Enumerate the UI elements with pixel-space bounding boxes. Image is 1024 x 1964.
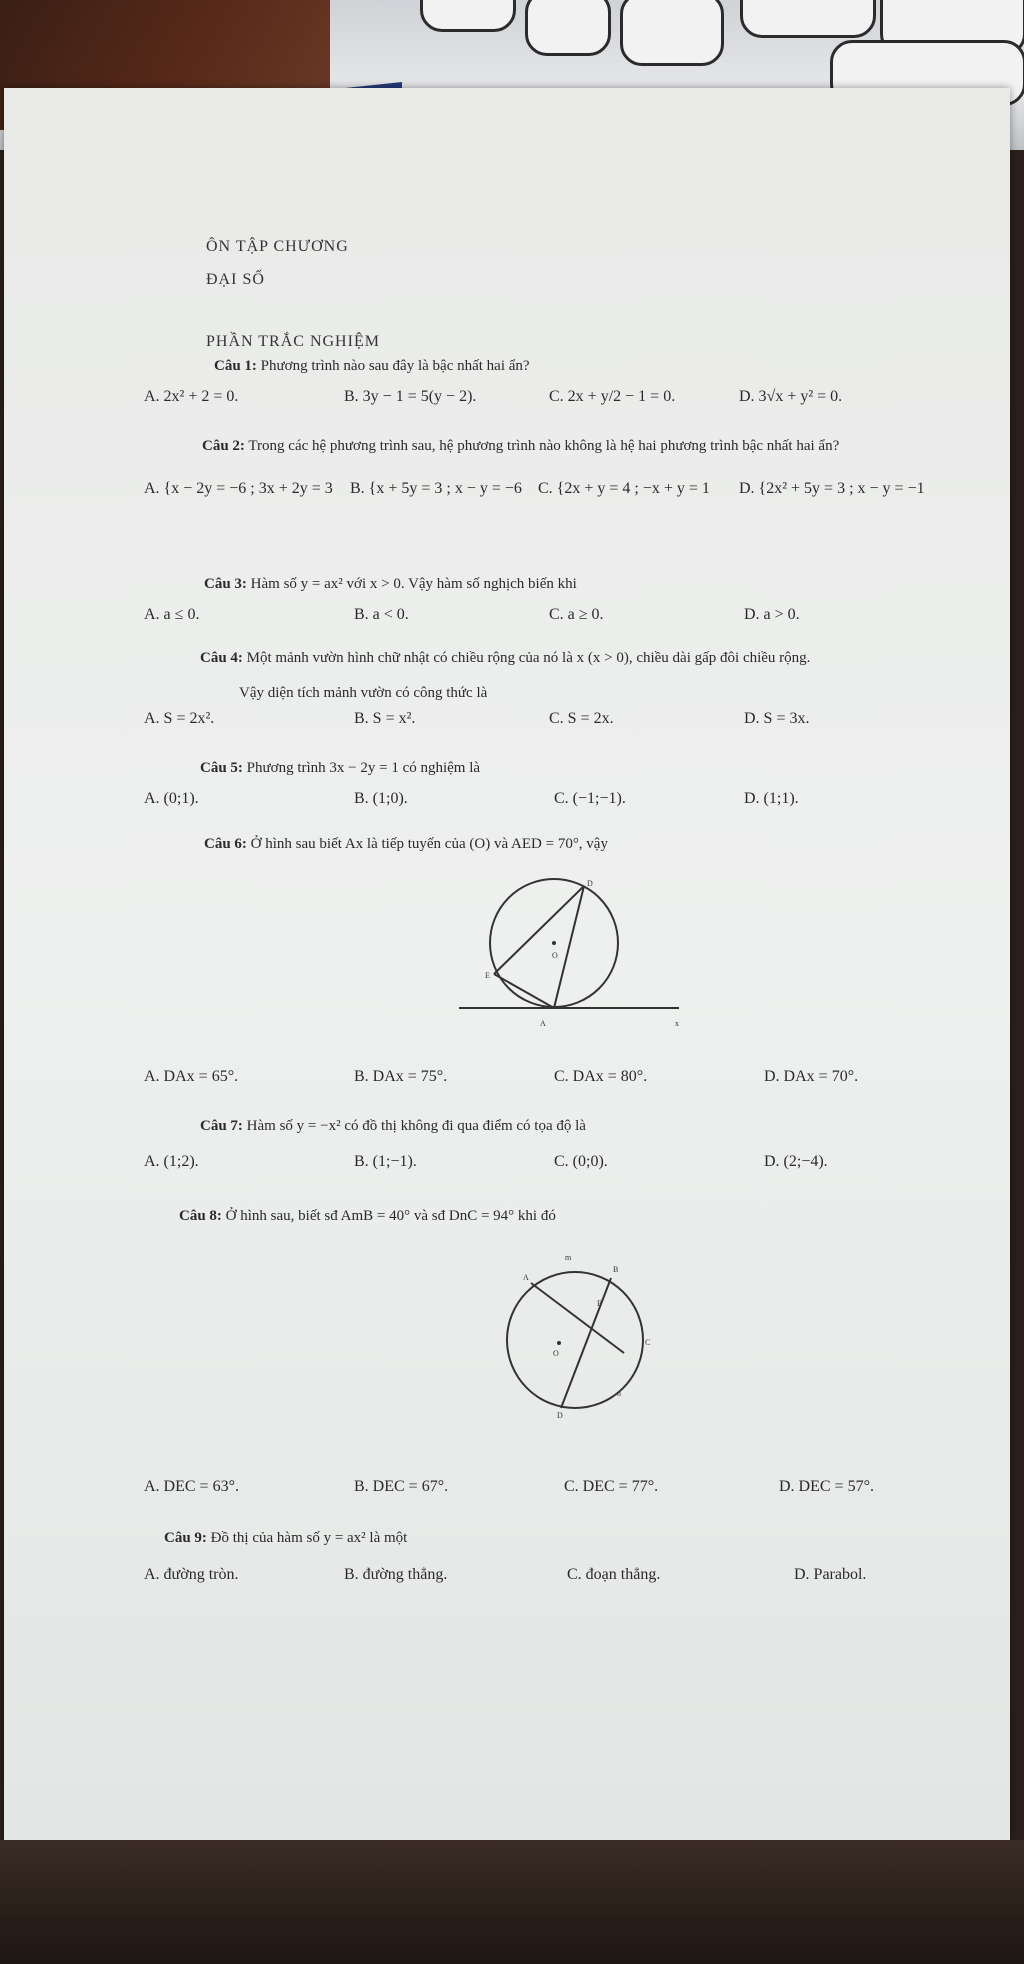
arc-label-n: n [617,1389,621,1398]
chord-ac [531,1283,624,1353]
point-label-x: x [675,1019,679,1028]
option-c: C. S = 2x. [549,710,614,727]
center-point [552,941,556,945]
question-4 [200,650,810,667]
option-a: A. {x − 2y = −6 ; 3x + 2y = 3 [144,480,333,497]
option-b: B. 3y − 1 = 5(y − 2). [344,388,477,405]
option-a: A. đường tròn. [144,1566,239,1583]
option-a: A. (1;2). [144,1153,199,1170]
point-label-o: O [553,1349,559,1358]
point-label-o: O [552,951,558,960]
option-b: B. (1;0). [354,790,408,807]
point-label-a: A [523,1273,529,1282]
option-d: D. Parabol. [794,1566,867,1583]
question-label: Câu 5: [200,760,243,776]
question-label: Câu 9: [164,1530,207,1546]
option-a: A. a ≤ 0. [144,606,200,623]
question-4-continued: Vậy diện tích mảnh vườn có công thức là [239,685,488,701]
option-b: B. a < 0. [354,606,409,623]
arc-label-m: m [565,1253,572,1262]
question-text: Phương trình 3x − 2y = 1 có nghiệm là [246,760,481,776]
question-6 [204,836,608,853]
keyboard-key [525,0,611,56]
chord-ad [554,886,584,1008]
subject-label: ĐẠI SỐ [206,271,265,288]
option-c: C. {2x + y = 4 ; −x + y = 1 [538,480,710,497]
question-label: Câu 6: [204,836,247,852]
point-label-e: E [597,1299,602,1308]
section-label: PHẦN TRẮC NGHIỆM [206,333,380,350]
question-text: Hàm số y = ax² với x > 0. Vậy hàm số nghịch biến khi [250,576,577,592]
exam-paper [4,88,1010,1840]
question-8 [179,1208,556,1225]
keyboard-key [740,0,876,38]
question-text: Phương trình nào sau đây là bậc nhất hai ẩn? [260,358,530,374]
question-label: Câu 3: [204,576,247,592]
question-7 [200,1118,586,1135]
chord-ea [494,974,554,1008]
circle-o [507,1272,643,1408]
chord-bd [561,1278,611,1408]
option-d: D. {2x² + 5y = 3 ; x − y = −1 [739,480,925,497]
table-surface [0,1840,1024,1964]
option-c: C. DEC = 77°. [564,1478,659,1495]
keyboard-key [420,0,516,32]
point-label-d: D [587,879,593,888]
option-c: C. đoạn thẳng. [567,1566,661,1583]
option-a: A. DEC = 63°. [144,1478,239,1495]
option-d: D. (2;−4). [764,1153,828,1170]
question-9 [164,1530,407,1547]
point-label-e: E [485,971,490,980]
option-c: C. a ≥ 0. [549,606,604,623]
question-5 [200,760,480,777]
option-d: D. S = 3x. [744,710,810,727]
question-label: Câu 8: [179,1208,222,1224]
center-point [557,1341,561,1345]
option-b: B. {x + 5y = 3 ; x − y = −6 [350,480,522,497]
option-c: C. (0;0). [554,1153,608,1170]
question-3 [204,576,577,593]
option-c: C. 2x + y/2 − 1 = 0. [549,388,676,405]
option-b: B. DEC = 67°. [354,1478,449,1495]
worksheet-title: ÔN TẬP CHƯƠNG [206,238,349,255]
option-a: A. (0;1). [144,790,199,807]
question-label: Câu 7: [200,1118,243,1134]
question-1 [214,358,530,375]
point-label-d: D [557,1411,563,1418]
option-d: D. DEC = 57°. [779,1478,874,1495]
option-a: A. S = 2x². [144,710,215,727]
question-text: Trong các hệ phương trình sau, hệ phương trình nào không là hệ hai phương trình bậc nhất hai ẩn? [248,438,840,454]
question-label: Câu 2: [202,438,245,454]
option-d: D. (1;1). [744,790,799,807]
option-a: A. 2x² + 2 = 0. [144,388,239,405]
option-b: B. S = x². [354,710,416,727]
question-label: Câu 4: [200,650,243,666]
option-b: B. đường thẳng. [344,1566,448,1583]
question-text: Hàm số y = −x² có đồ thị không đi qua điểm có tọa độ là [246,1118,586,1134]
option-a: A. DAx = 65°. [144,1068,239,1085]
option-c: C. DAx = 80°. [554,1068,648,1085]
question-2 [202,438,839,455]
point-label-c: C [645,1338,651,1347]
point-label-a: A [540,1019,546,1028]
option-b: B. DAx = 75°. [354,1068,448,1085]
question-text: Đồ thị của hàm số y = ax² là một [210,1530,408,1546]
figure-tangent-circle [459,878,689,1038]
question-text: Ở hình sau, biết sđ AmB = 40° và sđ DnC = 94° khi đó [225,1208,556,1224]
option-b: B. (1;−1). [354,1153,417,1170]
option-d: D. DAx = 70°. [764,1068,859,1085]
option-c: C. (−1;−1). [554,790,626,807]
point-label-b: B [613,1265,619,1274]
question-label: Câu 1: [214,358,257,374]
question-text: Ở hình sau biết Ax là tiếp tuyến của (O) và AED = 70°, vậy [250,836,608,852]
question-text: Một mảnh vườn hình chữ nhật có chiều rộng của nó là x (x > 0), chiều dài gấp đôi chiều rộng. [246,650,811,666]
figure-secants-circle [499,1248,669,1418]
option-d: D. a > 0. [744,606,800,623]
keyboard-key [620,0,724,66]
option-d: D. 3√x + y² = 0. [739,388,843,405]
